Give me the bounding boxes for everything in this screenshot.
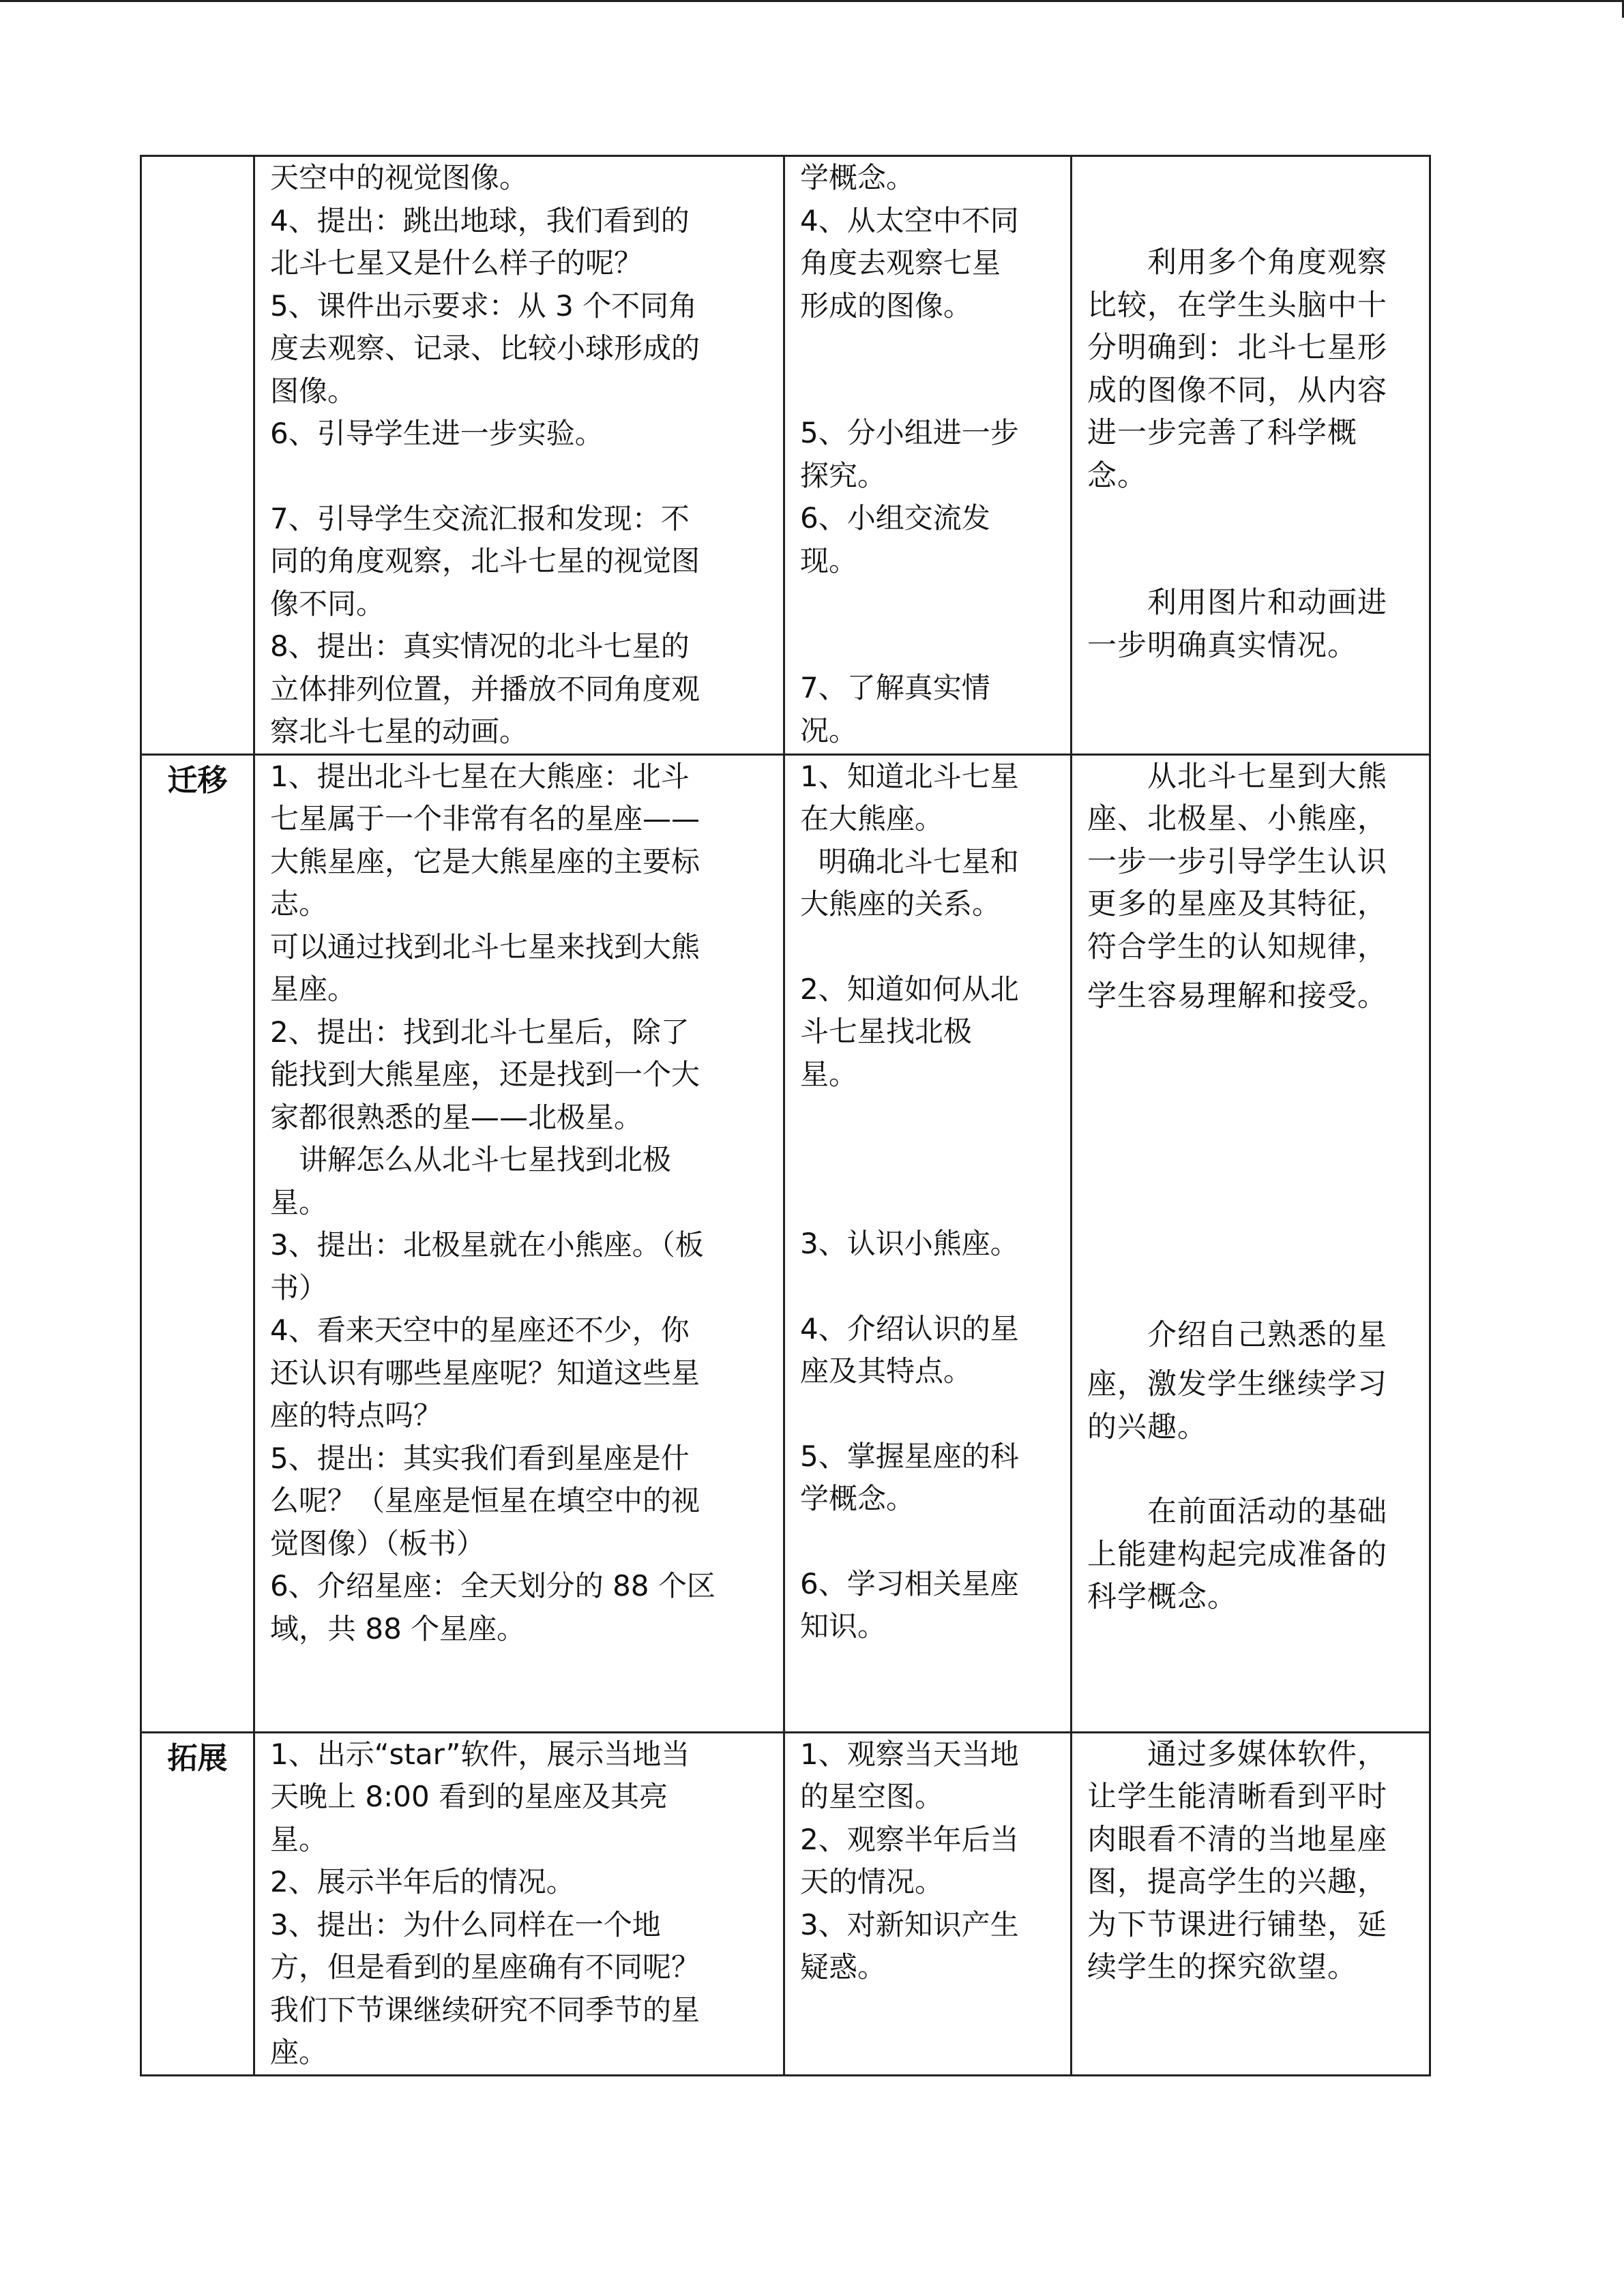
intent-spacer: [1087, 1229, 1413, 1272]
student-spacer: [800, 1266, 1054, 1308]
stage-cell: 迁移: [141, 754, 254, 1732]
student-paragraph: 4、介绍认识的星 座及其特点。: [800, 1311, 1019, 1388]
stage-cell: [141, 156, 254, 755]
intent-spacer: [1087, 1060, 1413, 1103]
student-paragraph: 5、掌握星座的科 学概念。: [800, 1439, 1019, 1515]
student-paragraph: 1、观察当天当地 的星空图。: [800, 1737, 1019, 1813]
teacher-paragraph: 2、展示半年后的情况。: [270, 1865, 575, 1898]
teacher-paragraph-spacer: [270, 456, 767, 498]
intent-spacer: [1087, 1145, 1413, 1187]
teacher-paragraph: 3、提出：为什么同样在一个地 方，但是看到的星座确有不同呢？ 我们下节课继续研究不同季节的星 座。: [270, 1907, 700, 2069]
teacher-paragraph: 5、提出：其实我们看到星座是什 么呢？（星座是恒星在填空中的视 觉图像）（板书）: [270, 1441, 700, 1560]
teacher-activity-cell: [254, 156, 784, 755]
design-intent-cell: [1072, 156, 1430, 755]
student-spacer: [800, 1393, 1054, 1435]
intent-paragraph: 利用图片和动画进 一步明确真实情况。: [1087, 586, 1387, 663]
student-spacer: [800, 1096, 1054, 1138]
student-spacer: [800, 625, 1054, 667]
intent-spacer: [1087, 539, 1413, 582]
student-paragraph: 7、了解真实情 况。: [800, 671, 990, 747]
student-paragraph: 2、知道如何从北 斗七星找北极 星。: [800, 972, 1019, 1091]
student-paragraph: 明确北斗七星和 大熊座的关系。: [800, 844, 1019, 921]
student-paragraph: 2、观察半年后当 天的情况。: [800, 1822, 1019, 1898]
page-top-border: [0, 0, 1624, 2]
intent-paragraph: 在前面活动的基础 上能建构起完成准备的 科学概念。: [1087, 1495, 1387, 1614]
teacher-paragraph: 2、提出：找到北斗七星后，除了 能找到大熊星座，还是找到一个大 家都很熟悉的星——北极星。: [270, 1015, 700, 1134]
teacher-activity-cell: [254, 1732, 784, 2075]
table-row: [141, 1732, 1430, 2075]
teacher-paragraph: 4、提出：跳出地球，我们看到的 北斗七星又是什么样子的呢？: [270, 203, 690, 280]
student-spacer: [800, 926, 1054, 968]
student-paragraph: 6、学习相关星座 知识。: [800, 1566, 1019, 1643]
design-intent-cell: [1072, 754, 1430, 1732]
design-intent-cell: [1072, 1732, 1430, 2075]
teacher-activity-cell: [254, 754, 784, 1732]
student-activity-cell: [784, 1732, 1072, 2075]
intent-spacer: [1087, 1448, 1413, 1491]
student-paragraph: 1、知道北斗七星 在大熊座。: [800, 759, 1019, 835]
student-activity-cell: [784, 156, 1072, 755]
student-spacer: [800, 582, 1054, 625]
intent-spacer: [1087, 157, 1413, 199]
teacher-paragraph: 6、引导学生进一步实验。: [270, 417, 604, 450]
intent-spacer: [1087, 497, 1413, 539]
intent-spacer: [1087, 1187, 1413, 1229]
intent-spacer: [1087, 1272, 1413, 1314]
lesson-plan-table: [140, 155, 1431, 2076]
student-paragraph: 学概念。: [800, 161, 915, 194]
student-paragraph: 4、从太空中不同 角度去观察七星 形成的图像。: [800, 203, 1019, 323]
student-paragraph: 5、分小组进一步 探究。: [800, 416, 1019, 492]
teacher-paragraph: 6、介绍星座：全天划分的 88 个区 域，共 88 个星座。: [270, 1569, 715, 1645]
student-paragraph: 3、认识小熊座。: [800, 1227, 1019, 1260]
teacher-paragraph: 3、提出：北极星就在小熊座。（板 书）: [270, 1228, 704, 1304]
teacher-paragraph: 1、提出北斗七星在大熊座：北斗 七星属于一个非常有名的星座—— 大熊星座，它是大熊星座的主要标 志。: [270, 759, 700, 921]
intent-paragraph: 学生容易理解和接受。: [1087, 979, 1387, 1013]
intent-spacer: [1087, 199, 1413, 241]
teacher-paragraph: 7、引导学生交流汇报和发现：不 同的角度观察，北斗七星的视觉图 像不同。: [270, 501, 700, 621]
student-spacer: [800, 1521, 1054, 1563]
table-row: [141, 156, 1430, 755]
student-activity-cell: [784, 754, 1072, 1732]
intent-paragraph: 从北斗七星到大熊 座、北极星、小熊座， 一步一步引导学生认识 更多的星座及其特征， 符合学生的认知规律，: [1087, 759, 1387, 964]
student-spacer: [800, 327, 1054, 370]
intent-paragraph: 利用多个角度观察 比较，在学生头脑中十 分明确到：北斗七星形 成的图像不同，从内容 进一步完善了科学概 念。: [1087, 245, 1387, 493]
student-spacer: [800, 1138, 1054, 1180]
intent-paragraph: 通过多媒体软件， 让学生能清晰看到平时 肉眼看不清的当地星座 图，提高学生的兴趣， 为下节课进行铺垫，延 续学生的探究欲望。: [1087, 1737, 1387, 1984]
table-row: [141, 754, 1430, 1732]
teacher-paragraph: 1、出示“star”软件，展示当地当 天晚上 8:00 看到的星座及其亮 星。: [270, 1737, 690, 1856]
teacher-paragraph: 天空中的视觉图像。: [270, 161, 529, 194]
teacher-paragraph: 讲解怎么从北斗七星找到北极 星。: [270, 1143, 672, 1219]
teacher-paragraph: 8、提出：真实情况的北斗七星的 立体排列位置，并播放不同角度观 察北斗七星的动画。: [270, 629, 700, 748]
student-spacer: [800, 370, 1054, 412]
teacher-paragraph: 可以通过找到北斗七星来找到大熊 星座。: [270, 929, 700, 1006]
intent-spacer: [1087, 1103, 1413, 1145]
teacher-paragraph: 4、看来天空中的星座还不少，你 还认识有哪些星座呢？知道这些星 座的特点吗？: [270, 1313, 700, 1432]
student-spacer: [800, 1180, 1054, 1223]
stage-cell: 拓展: [141, 1732, 254, 2075]
student-paragraph: 6、小组交流发 现。: [800, 501, 990, 578]
intent-spacer: [1087, 1018, 1413, 1060]
intent-paragraph: 座，激发学生继续学习 的兴趣。: [1087, 1367, 1387, 1444]
student-paragraph: 3、对新知识产生 疑惑。: [800, 1907, 1019, 1984]
teacher-paragraph: 5、课件出示要求：从 3 个不同角 度去观察、记录、比较小球形成的 图像。: [270, 288, 700, 408]
intent-paragraph: 介绍自己熟悉的星: [1087, 1317, 1387, 1352]
